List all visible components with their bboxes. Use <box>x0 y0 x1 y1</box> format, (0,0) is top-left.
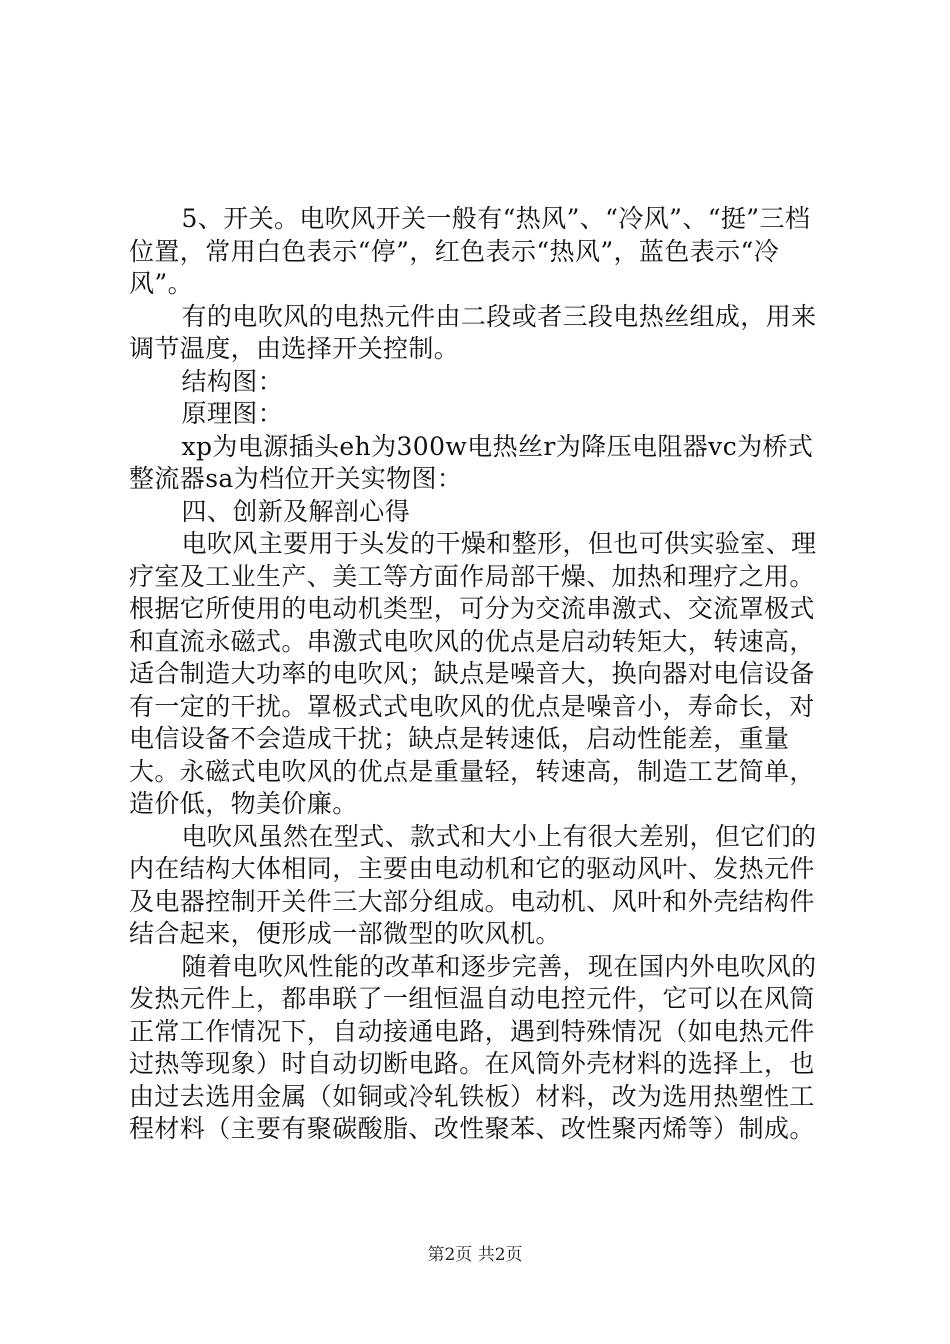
paragraph-switch: 5、开关。电吹风开关一般有“热风”、“冷风”、“挺”三档位置，常用白色表示“停”，红色表示“热风”，蓝色表示“冷风”。 <box>129 204 811 298</box>
paragraph-motor-types: 电吹风主要用于头发的干燥和整形，但也可供实验室、理疗室及工业生产、美工等方面作局部干燥、加热和理疗之用。根据它所使用的电动机类型，可分为交流串激式、交流罩极式和直流永磁式。串激式电吹风的优点是启动转矩大，转速高，适合制造大功率的电吹风；缺点是噪音大，换向器对电信设备有一定的干扰。罩极式式电吹风的优点是噪音小，寿命长，对电信设备不会造成干扰；缺点是转速低，启动性能差，重量大。永磁式电吹风的优点是重量轻，转速高，制造工艺简单，造价低，物美价廉。 <box>129 529 817 818</box>
paragraph-improvements: 随着电吹风性能的改革和逐步完善，现在国内外电吹风的发热元件上，都串联了一组恒温自动电控元件，它可以在风筒正常工作情况下，自动接通电路，遇到特殊情况（如电热元件过热等现象）时自动切断电路。在风筒外壳材料的选择上，也由过去选用金属（如铜或冷轧铁板）材料，改为选用热塑性工程材料（主要有聚碳酸脂、改性聚苯、改性聚丙烯等）制成。 <box>129 951 817 1143</box>
document-body <box>129 203 835 1146</box>
paragraph-structure-diagram: 结构图： <box>181 366 284 396</box>
paragraph-internal-structure: 电吹风虽然在型式、款式和大小上有很大差别，但它们的内在结构大体相同，主要由电动机和它的驱动风叶、发热元件及电器控制开关件三大部分组成。电动机、风叶和外壳结构件结合起来，便形成一部微型的吹风机。 <box>129 821 817 948</box>
paragraph-component-legend: xp为电源插头eh为300w电热丝r为降压电阻器vc为桥式整流器sa为档位开关实物图： <box>129 431 814 493</box>
paragraph-heating-element: 有的电吹风的电热元件由二段或者三段电热丝组成，用来调节温度，由选择开关控制。 <box>129 301 817 363</box>
page-number-footer: 第2页 共2页 <box>427 1245 523 1265</box>
paragraph-schematic-diagram: 原理图： <box>181 399 284 428</box>
section-heading-innovation: 四、创新及解剖心得 <box>181 496 411 526</box>
